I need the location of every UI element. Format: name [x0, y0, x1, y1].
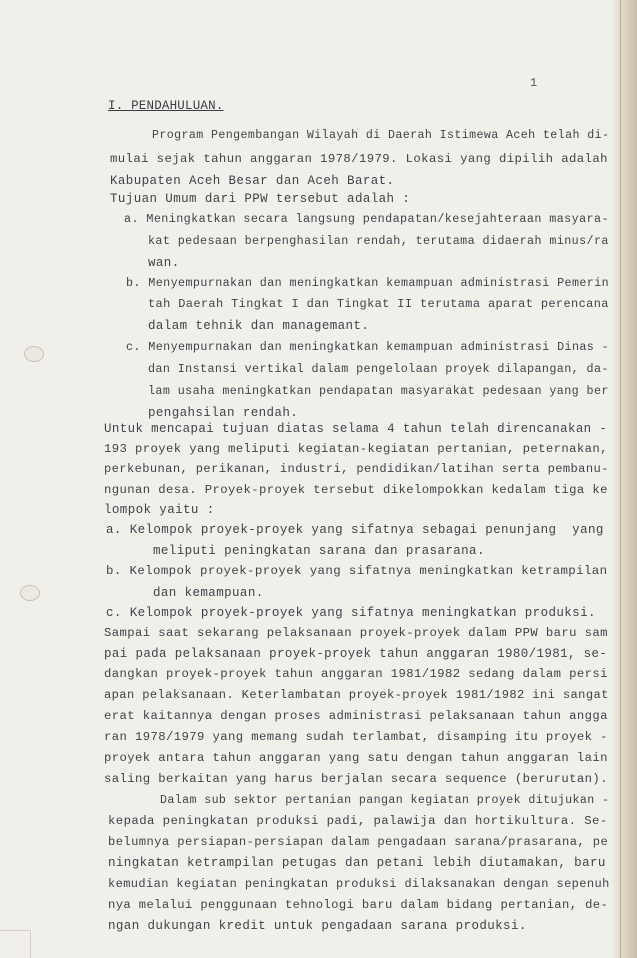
text-line: wan.: [148, 256, 180, 270]
text-line: b. Kelompok proyek-proyek yang sifatnya meningkatkan ketrampilan: [106, 564, 608, 578]
text-line: nya melalui penggunaan tehnologi baru dalam bidang pertanian, de-: [108, 898, 609, 912]
text-line: Kabupaten Aceh Besar dan Aceh Barat.: [110, 174, 395, 188]
text-line: ningkatan ketrampilan petugas dan petani lebih diutamakan, baru: [108, 856, 606, 870]
text-line: kat pedesaan berpenghasilan rendah, terutama didaerah minus/ra: [148, 234, 609, 248]
text-line: apan pelaksanaan. Keterlambatan proyek-proyek 1981/1982 ini sangat: [104, 688, 609, 702]
text-line: tah Daerah Tingkat I dan Tingkat II terutama aparat perencana: [148, 297, 609, 311]
punch-hole-icon: [20, 585, 40, 601]
section-heading-text: I. PENDAHULUAN.: [108, 99, 224, 113]
text-line: Program Pengembangan Wilayah di Daerah Istimewa Aceh telah di-: [152, 129, 610, 142]
text-line: dan kemampuan.: [153, 586, 264, 600]
text-line: perkebunan, perikanan, industri, pendidikan/latihan serta pembanu-: [104, 462, 609, 476]
text-line: belumnya persiapan-persiapan dalam pengadaan sarana/prasarana, pe: [108, 835, 609, 849]
text-line: mulai sejak tahun anggaran 1978/1979. Lokasi yang dipilih adalah: [110, 152, 608, 166]
text-line: ngan dukungan kredit untuk pengadaan sarana produksi.: [108, 919, 527, 933]
text-line: Dalam sub sektor pertanian pangan kegiatan proyek ditujukan -: [160, 794, 610, 807]
text-line: kemudian kegiatan peningkatan produksi dilaksanakan dengan sepenuh: [108, 877, 610, 891]
text-line: dan Instansi vertikal dalam pengelolaan proyek dilapangan, da-: [148, 362, 609, 376]
text-line: meliputi peningkatan sarana dan prasarana.: [153, 544, 485, 558]
text-line: Tujuan Umum dari PPW tersebut adalah :: [110, 192, 411, 206]
text-line: c. Kelompok proyek-proyek yang sifatnya meningkatkan produksi.: [106, 606, 596, 620]
text-line: ngunan desa. Proyek-proyek tersebut dikelompokkan kedalam tiga ke: [104, 483, 608, 497]
text-line: proyek antara tahun anggaran yang satu dengan tahun anggaran lain: [104, 751, 608, 765]
text-line: ran 1978/1979 yang memang sudah terlambat, disamping itu proyek -: [104, 730, 608, 744]
text-line: lompok yaitu :: [104, 503, 215, 517]
text-line: lam usaha meningkatkan pendapatan masyarakat pedesaan yang ber: [148, 384, 609, 398]
text-line: dangkan proyek-proyek tahun anggaran 1981/1982 sedang dalam persi: [104, 667, 608, 681]
text-line: saling berkaitan yang harus berjalan secara sequence (berurutan).: [104, 772, 608, 786]
text-line: c. Menyempurnakan dan meningkatkan kemampuan administrasi Dinas -: [126, 340, 610, 354]
text-line: a. Meningkatkan secara langsung pendapatan/kesejahteraan masyara-: [124, 212, 609, 226]
text-line: erat kaitannya dengan proses administrasi pelaksanaan tahun angga: [104, 709, 608, 723]
text-line: pai pada pelaksanaan proyek-proyek tahun anggaran 1980/1981, se-: [104, 647, 608, 661]
paper-edge-line: [620, 0, 621, 958]
text-line: b. Menyempurnakan dan meningkatkan kemampuan administrasi Pemerin: [126, 276, 610, 290]
punch-hole-icon: [24, 346, 44, 362]
corner-mark: [0, 930, 31, 958]
text-line: a. Kelompok proyek-proyek yang sifatnya sebagai penunjang yang: [106, 523, 604, 537]
text-line: Untuk mencapai tujuan diatas selama 4 tahun telah direncanakan -: [104, 422, 608, 436]
page-number: 1: [530, 76, 538, 90]
text-line: kepada peningkatan produksi padi, palawija dan hortikultura. Se-: [108, 814, 608, 828]
section-heading: [108, 99, 224, 113]
text-line: Sampai saat sekarang pelaksanaan proyek-proyek dalam PPW baru sam: [104, 626, 608, 640]
paper-edge: [611, 0, 637, 958]
text-line: 193 proyek yang meliputi kegiatan-kegiatan pertanian, peternakan,: [104, 442, 608, 456]
text-line: dalam tehnik dan managemant.: [148, 319, 370, 333]
text-line: pengahsilan rendah.: [148, 406, 299, 420]
